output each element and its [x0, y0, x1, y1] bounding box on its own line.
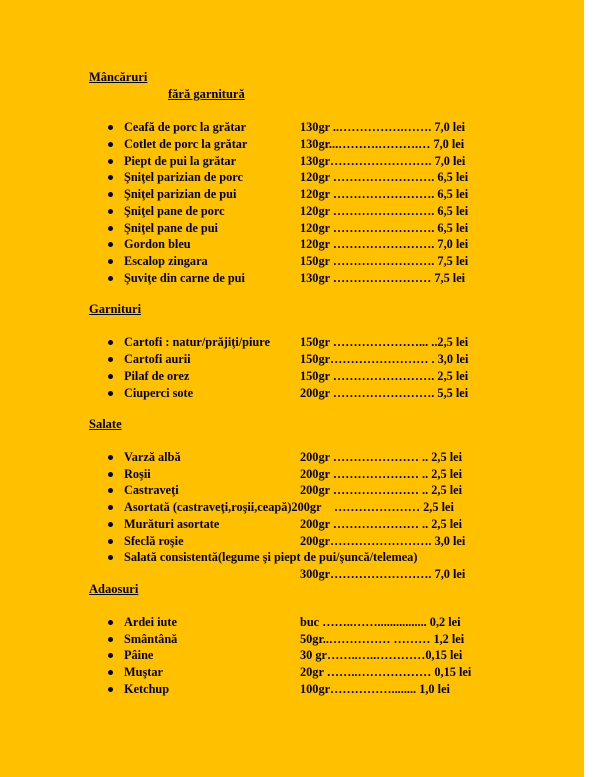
list-item: [0, 334, 584, 350]
item-price: 200gr ………………… .. 2,5 lei: [300, 450, 463, 464]
list-item: [0, 270, 584, 286]
section-title-salate: Salate: [89, 417, 122, 431]
item-name: Cartofi aurii: [124, 352, 191, 366]
bullet-icon: [108, 159, 113, 164]
bullet-icon: [108, 637, 113, 642]
bullet-icon: [108, 374, 113, 379]
item-name: Şuviţe din carne de pui: [124, 271, 245, 285]
bullet-icon: [108, 488, 113, 493]
list-item: [0, 664, 584, 680]
list-item: [0, 153, 584, 169]
bullet-icon: [108, 242, 113, 247]
bullet-icon: [108, 209, 113, 214]
list-item-continuation: [0, 566, 584, 582]
item-price: 130gr …………………… 7,5 lei: [300, 271, 466, 285]
item-name: Sfeclă roşie: [124, 534, 184, 548]
item-price: 200gr ………………… .. 2,5 lei: [300, 467, 463, 481]
section-title-adaosuri: Adaosuri: [89, 582, 139, 596]
bullet-icon: [108, 653, 113, 658]
item-price: 200gr ……………………. 5,5 lei: [300, 386, 469, 400]
item-name: Smântână: [124, 632, 178, 646]
list-item: [0, 482, 584, 498]
item-price: 50gr..…………… ……… 1,2 lei: [300, 632, 465, 646]
item-price: 20gr ……..……………… 0,15 lei: [300, 665, 472, 679]
bullet-icon: [108, 142, 113, 147]
bullet-icon: [108, 522, 113, 527]
list-item: [0, 533, 584, 549]
bullet-icon: [108, 539, 113, 544]
list-item: [0, 647, 584, 663]
item-price: 130gr ..…………….……. 7,0 lei: [300, 120, 466, 134]
item-price: 300gr……………………. 7,0 lei: [300, 567, 466, 581]
list-item: [0, 499, 584, 515]
item-price: 150gr…………………… . 3,0 lei: [300, 352, 469, 366]
item-name: Şniţel pane de pui: [124, 221, 218, 235]
list-item: [0, 169, 584, 185]
item-price: 120gr ……………………. 7,0 lei: [300, 237, 469, 251]
bullet-icon: [108, 391, 113, 396]
list-item: [0, 351, 584, 367]
item-name: Roşii: [124, 467, 151, 481]
item-name: Şniţel pane de porc: [124, 204, 225, 218]
list-item: [0, 681, 584, 697]
item-name: Ardei iute: [124, 615, 177, 629]
item-name: Escalop zingara: [124, 254, 208, 268]
list-item: [0, 236, 584, 252]
bullet-icon: [108, 620, 113, 625]
item-name: Pâine: [124, 648, 154, 662]
list-item: [0, 220, 584, 236]
item-price: 150gr ……………………. 2,5 lei: [300, 369, 469, 383]
list-item: [0, 614, 584, 630]
item-price: 130gr...……….……….… 7,0 lei: [300, 137, 465, 151]
item-name: Gordon bleu: [124, 237, 191, 251]
item-name: Salată consistentă(legume şi piept de pui/şuncă/telemea): [124, 550, 418, 564]
list-item: [0, 449, 584, 465]
item-price: 120gr ……………………. 6,5 lei: [300, 170, 469, 184]
bullet-icon: [108, 226, 113, 231]
item-price: 150gr ……………………. 7,5 lei: [300, 254, 469, 268]
section-title-garnituri: Garnituri: [89, 302, 142, 316]
bullet-icon: [108, 259, 113, 264]
section-subtitle-fara-garnitura: fără garnitură: [168, 87, 245, 101]
item-name: Castraveţi: [124, 483, 179, 497]
item-name: Ceafă de porc la grătar: [124, 120, 247, 134]
item-price: 200gr ………………… .. 2,5 lei: [300, 517, 463, 531]
bullet-icon: [108, 192, 113, 197]
list-item: [0, 186, 584, 202]
item-price: buc ……..……................ 0,2 lei: [300, 615, 461, 629]
list-item: [0, 466, 584, 482]
bullet-icon: [108, 276, 113, 281]
item-price: 120gr ……………………. 6,5 lei: [300, 221, 469, 235]
item-price: 120gr ……………………. 6,5 lei: [300, 187, 469, 201]
bullet-icon: [108, 687, 113, 692]
list-item: [0, 631, 584, 647]
list-item: [0, 549, 584, 565]
bullet-icon: [108, 125, 113, 130]
item-name: Murături asortate: [124, 517, 220, 531]
item-name: Asortată (castraveţi,roşii,ceapă)200gr: [124, 500, 322, 514]
item-price: 100gr……………........ 1,0 lei: [300, 682, 450, 696]
list-item: [0, 385, 584, 401]
section-title-mancaruri: Mâncăruri: [89, 70, 148, 84]
item-name: Piept de pui la grătar: [124, 154, 237, 168]
bullet-icon: [108, 175, 113, 180]
bullet-icon: [108, 505, 113, 510]
list-item: [0, 253, 584, 269]
list-item: [0, 136, 584, 152]
list-item: [0, 203, 584, 219]
item-name: Şniţel parizian de porc: [124, 170, 243, 184]
list-item: [0, 516, 584, 532]
bullet-icon: [108, 670, 113, 675]
list-item: [0, 368, 584, 384]
bullet-icon: [108, 455, 113, 460]
item-name: Cartofi : natur/prăjiţi/piure: [124, 335, 270, 349]
item-name: Şniţel parizian de pui: [124, 187, 237, 201]
item-price: 130gr……………………. 7,0 lei: [300, 154, 466, 168]
item-price: 30 gr……..…..…………0,15 lei: [300, 648, 463, 662]
item-price: 120gr ……………………. 6,5 lei: [300, 204, 469, 218]
item-price: 150gr …………………... ..2,5 lei: [300, 335, 469, 349]
bullet-icon: [108, 555, 113, 560]
item-name: Muştar: [124, 665, 163, 679]
item-name: Varză albă: [124, 450, 181, 464]
item-name: Ketchup: [124, 682, 170, 696]
bullet-icon: [108, 472, 113, 477]
item-price: 200gr……………………. 3,0 lei: [300, 534, 466, 548]
item-name: Pilaf de orez: [124, 369, 190, 383]
item-name: Cotlet de porc la grătar: [124, 137, 248, 151]
bullet-icon: [108, 357, 113, 362]
item-price: 200gr ………………… .. 2,5 lei: [300, 483, 463, 497]
item-name: Ciuperci sote: [124, 386, 194, 400]
list-item: [0, 119, 584, 135]
item-price: ………………… 2,5 lei: [334, 500, 454, 514]
bullet-icon: [108, 340, 113, 345]
